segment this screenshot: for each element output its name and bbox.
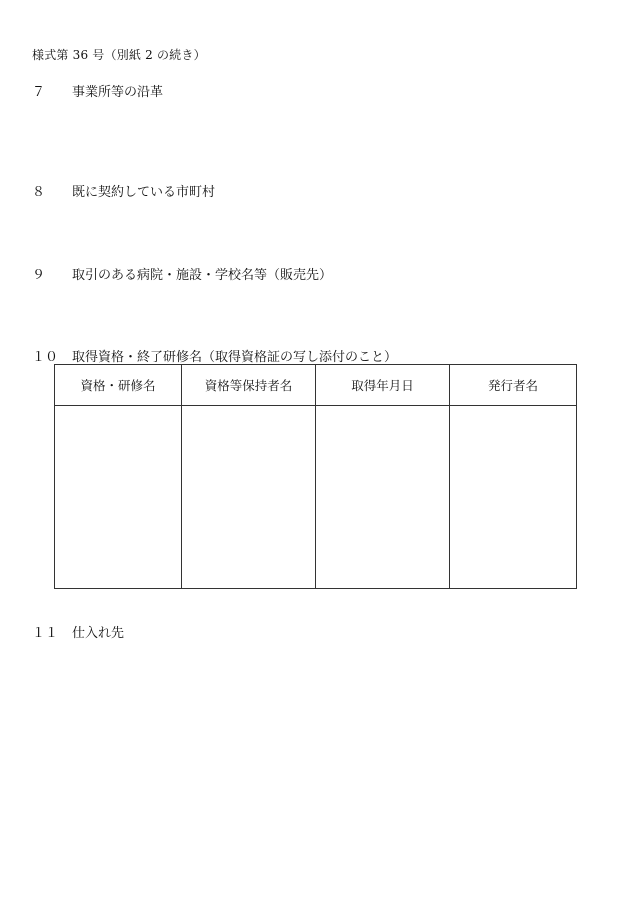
section-number: ８ (32, 185, 46, 200)
section-number: １０ (32, 350, 59, 365)
cell-acquired-date[interactable] (316, 406, 450, 589)
section-number: １１ (32, 626, 59, 641)
section-title: 仕入れ先 (72, 626, 125, 641)
cell-holder-name[interactable] (182, 406, 316, 589)
section-company-history (32, 81, 163, 100)
section-title: 既に契約している市町村 (72, 185, 216, 200)
section-suppliers (32, 622, 124, 641)
cell-qualification-name[interactable] (55, 406, 182, 589)
section-title: 取引のある病院・施設・学校名等（販売先） (72, 268, 333, 283)
header-issuer-name: 発行者名 (450, 365, 577, 406)
qualification-table (54, 364, 577, 589)
header-acquired-date: 取得年月日 (316, 365, 450, 406)
cell-issuer-name[interactable] (450, 406, 577, 589)
section-customers (32, 264, 332, 283)
section-number: ７ (32, 85, 46, 100)
section-title: 事業所等の沿革 (72, 85, 164, 100)
header-holder-name: 資格等保持者名 (182, 365, 316, 406)
section-contracted-municipalities (32, 181, 215, 200)
section-number: ９ (32, 268, 46, 283)
form-number: 様式第 36 号（別紙 2 の続き） (32, 48, 206, 62)
header-qualification-name: 資格・研修名 (55, 365, 182, 406)
table-header-row (55, 365, 577, 406)
table-row (55, 406, 577, 589)
section-title: 取得資格・終了研修名（取得資格証の写し添付のこと） (72, 350, 398, 365)
section-qualifications (32, 346, 397, 365)
